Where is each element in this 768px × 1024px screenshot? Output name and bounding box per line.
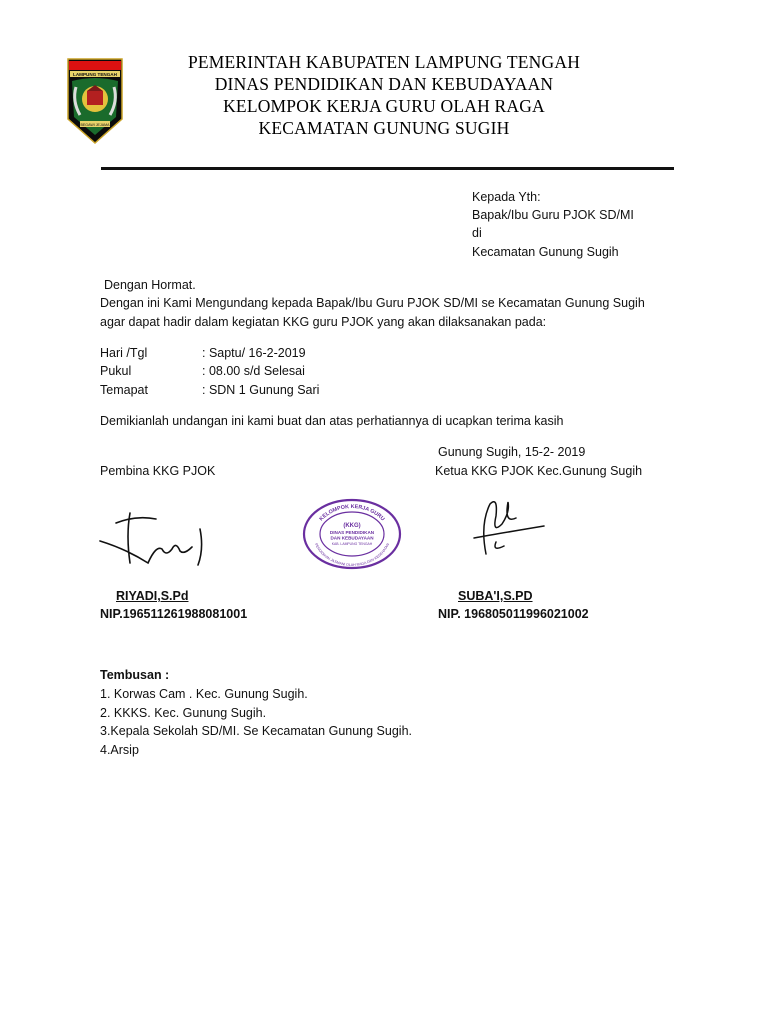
logo-text-bottom: BEGAWI JEJAMA bbox=[80, 122, 110, 127]
header-line-1: PEMERINTAH KABUPATEN LAMPUNG TENGAH bbox=[187, 52, 581, 72]
detail-value-day: : Saptu/ 16-2-2019 bbox=[202, 346, 306, 360]
place-date: Gunung Sugih, 15-2- 2019 bbox=[438, 445, 586, 459]
recipient-line-4: Kecamatan Gunung Sugih bbox=[472, 245, 619, 259]
body-paragraph-1: Dengan ini Kami Mengundang kepada Bapak/Ibu Guru PJOK SD/MI se Kecamatan Gunung Sugih bbox=[100, 296, 645, 310]
tembusan-item-4: 4.Arsip bbox=[100, 743, 139, 757]
tembusan-item-3: 3.Kepala Sekolah SD/MI. Se Kecamatan Gunung Sugih. bbox=[100, 724, 412, 738]
stamp-ring-top: KELOMPOK KERJA GURU bbox=[318, 503, 386, 523]
stamp-center-1: (KKG) bbox=[343, 523, 361, 529]
right-signer-nip: NIP. 196805011996021002 bbox=[438, 607, 589, 621]
closing-sentence: Demikianlah undangan ini kami buat dan atas perhatiannya di ucapkan terima kasih bbox=[100, 414, 564, 428]
header-line-2: DINAS PENDIDIKAN DAN KEBUDAYAAN bbox=[214, 74, 554, 94]
recipient-line-2: Bapak/Ibu Guru PJOK SD/MI bbox=[472, 208, 634, 222]
left-signature-icon bbox=[96, 505, 214, 575]
stamp-center-2: DINAS PENDIDIKAN bbox=[329, 530, 375, 535]
detail-label-place: Temapat bbox=[100, 383, 148, 397]
recipient-line-3: di bbox=[472, 226, 482, 240]
right-signer-role: Ketua KKG PJOK Kec.Gunung Sugih bbox=[435, 464, 643, 478]
header-divider bbox=[101, 167, 674, 170]
detail-label-time: Pukul bbox=[100, 364, 132, 378]
detail-value-place: : SDN 1 Gunung Sari bbox=[202, 383, 320, 397]
header-line-3: KELOMPOK KERJA GURU OLAH RAGA bbox=[223, 96, 545, 116]
stamp-ring-bottom: PENDIDIKAN JASMANI OLAH RAGA DAN KESEHATAN bbox=[313, 542, 391, 568]
detail-label-day: Hari /Tgl bbox=[100, 346, 148, 360]
recipient-line-1: Kepada Yth: bbox=[472, 190, 541, 204]
left-signer-name: RIYADI,S.Pd bbox=[116, 589, 189, 603]
logo-text-top: LAMPUNG TENGAH bbox=[73, 72, 117, 77]
right-signature-icon bbox=[466, 494, 550, 564]
tembusan-item-1: 1. Korwas Cam . Kec. Gunung Sugih. bbox=[100, 687, 308, 701]
left-signer-role: Pembina KKG PJOK bbox=[100, 464, 216, 478]
stamp-center-4: KAB. LAMPUNG TENGAH bbox=[331, 542, 373, 546]
detail-value-time: : 08.00 s/d Selesai bbox=[202, 364, 305, 378]
right-signer-name: SUBA'I,S.PD bbox=[458, 589, 533, 603]
kkg-stamp-icon bbox=[301, 498, 403, 570]
body-paragraph-2: agar dapat hadir dalam kegiatan KKG guru PJOK yang akan dilaksanakan pada: bbox=[100, 315, 547, 329]
tembusan-title: Tembusan : bbox=[100, 668, 170, 682]
stamp-center-3: DAN KEBUDAYAAN bbox=[330, 535, 374, 541]
greeting: Dengan Hormat. bbox=[104, 278, 196, 292]
header-line-4: KECAMATAN GUNUNG SUGIH bbox=[258, 118, 510, 138]
tembusan-item-2: 2. KKKS. Kec. Gunung Sugih. bbox=[100, 706, 267, 720]
left-signer-nip: NIP.196511261988081001 bbox=[100, 607, 248, 621]
